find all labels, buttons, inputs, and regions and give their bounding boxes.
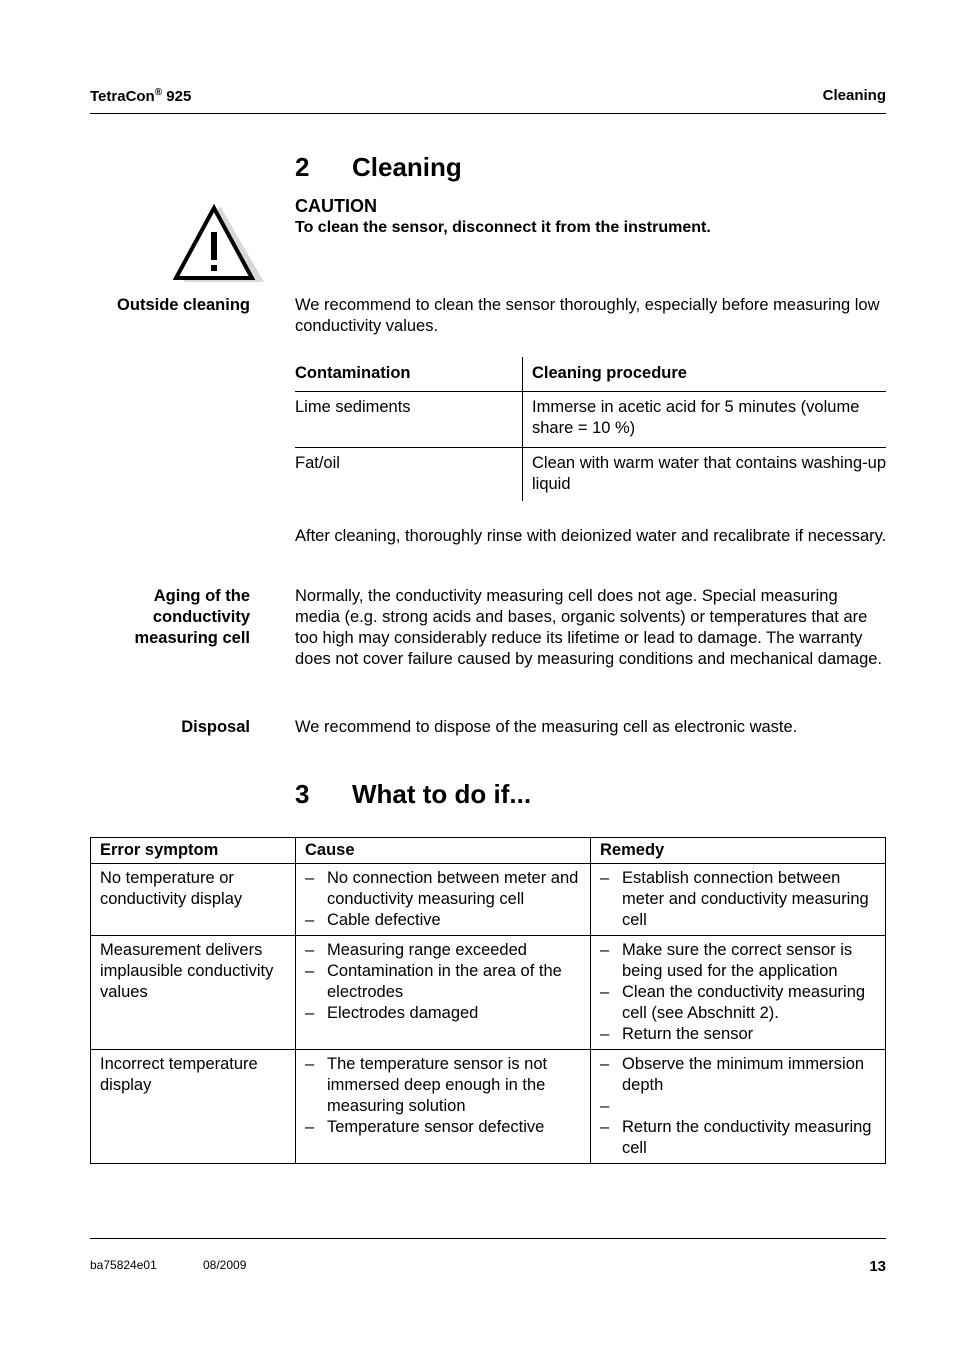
table-cell: Clean with warm water that contains washing-up liquid bbox=[522, 448, 886, 501]
header-rule bbox=[90, 113, 886, 114]
product-name: TetraCon bbox=[90, 88, 155, 105]
column-header: Error symptom bbox=[91, 838, 296, 864]
registered-mark: ® bbox=[154, 87, 163, 98]
spacer bbox=[600, 1096, 885, 1117]
table-row bbox=[91, 864, 886, 936]
cause-cell bbox=[296, 1050, 591, 1164]
remedy-cell bbox=[591, 936, 886, 1050]
column-header: Cleaning procedure bbox=[522, 357, 886, 391]
troubleshooting-table bbox=[90, 837, 886, 1164]
caution-label: CAUTION bbox=[295, 196, 377, 216]
aging-label: Aging of the conductivity measuring cell bbox=[134, 587, 250, 647]
disposal-text: We recommend to dispose of the measuring cell as electronic waste. bbox=[295, 718, 798, 736]
table-cell: Fat/oil bbox=[295, 454, 340, 472]
document-date: 08/2009 bbox=[203, 1258, 247, 1272]
running-header-section: Cleaning bbox=[822, 87, 886, 104]
cause-item: – Cable defective bbox=[305, 910, 590, 931]
document-id: ba75824e01 bbox=[90, 1258, 157, 1272]
footer-rule bbox=[90, 1238, 886, 1239]
table-row bbox=[295, 447, 886, 501]
section-3-heading bbox=[295, 779, 532, 810]
table-row bbox=[295, 391, 886, 447]
section-title: Cleaning bbox=[352, 152, 462, 182]
symptom-cell: No temperature or conductivity display bbox=[91, 864, 296, 936]
outside-cleaning-text: We recommend to clean the sensor thoroughly, especially before measuring low conductivity values. bbox=[295, 296, 880, 335]
running-header-product bbox=[90, 87, 191, 105]
cause-item: – Contamination in the area of the electrodes bbox=[305, 961, 590, 1003]
cause-item: – The temperature sensor is not immersed deep enough in the measuring solution bbox=[305, 1054, 590, 1117]
section-number: 2 bbox=[295, 152, 310, 182]
remedy-cell bbox=[591, 1050, 886, 1164]
contamination-table bbox=[295, 357, 886, 501]
cause-item: – Electrodes damaged bbox=[305, 1003, 590, 1024]
page-number: 13 bbox=[869, 1258, 886, 1275]
table-row bbox=[91, 936, 886, 1050]
product-model: 925 bbox=[166, 88, 192, 105]
cause-item: – No connection between meter and conductivity measuring cell bbox=[305, 868, 590, 910]
symptom-cell: Incorrect temperature display bbox=[91, 1050, 296, 1164]
troubleshooting-header-row bbox=[91, 838, 886, 864]
caution-text: To clean the sensor, disconnect it from the instrument. bbox=[295, 219, 711, 236]
remedy-item: – Clean the conductivity measuring cell (see Abschnitt 2). bbox=[600, 982, 885, 1024]
after-cleaning-text: After cleaning, thoroughly rinse with deionized water and recalibrate if necessary. bbox=[295, 527, 887, 545]
column-header: Contamination bbox=[295, 364, 411, 382]
symptom-cell: Measurement delivers implausible conductivity values bbox=[91, 936, 296, 1050]
table-cell: Lime sediments bbox=[295, 398, 411, 416]
cause-cell bbox=[296, 864, 591, 936]
cause-item: – Temperature sensor defective bbox=[305, 1117, 590, 1138]
table-cell: Immerse in acetic acid for 5 minutes (volume share = 10 %) bbox=[522, 392, 886, 447]
warning-triangle-icon bbox=[172, 202, 264, 284]
table-row bbox=[91, 1050, 886, 1164]
remedy-item: – Return the conductivity measuring cell bbox=[600, 1117, 885, 1159]
disposal-label: Disposal bbox=[181, 718, 250, 736]
cause-item: – Measuring range exceeded bbox=[305, 940, 590, 961]
outside-cleaning-label: Outside cleaning bbox=[117, 296, 250, 314]
section-title: What to do if... bbox=[352, 779, 532, 809]
column-header: Remedy bbox=[591, 838, 886, 864]
contamination-table-header bbox=[295, 357, 886, 391]
cause-cell bbox=[296, 936, 591, 1050]
aging-text: Normally, the conductivity measuring cell does not age. Special measuring media (e.g. strong acids and bases, organic solvents) or temperatures that are too high may considerably reduce its lifetime or lead to damage. The warranty does not cover failure caused by measuring conditions and mechanical damage. bbox=[295, 587, 883, 668]
section-2-heading bbox=[295, 152, 462, 183]
remedy-item: – Observe the minimum immersion depth bbox=[600, 1054, 885, 1096]
remedy-cell bbox=[591, 864, 886, 936]
remedy-item: – Establish connection between meter and conductivity measuring cell bbox=[600, 868, 885, 931]
column-header: Cause bbox=[296, 838, 591, 864]
section-number: 3 bbox=[295, 779, 310, 809]
remedy-item: – Return the sensor bbox=[600, 1024, 885, 1045]
remedy-item: – Make sure the correct sensor is being used for the application bbox=[600, 940, 885, 982]
